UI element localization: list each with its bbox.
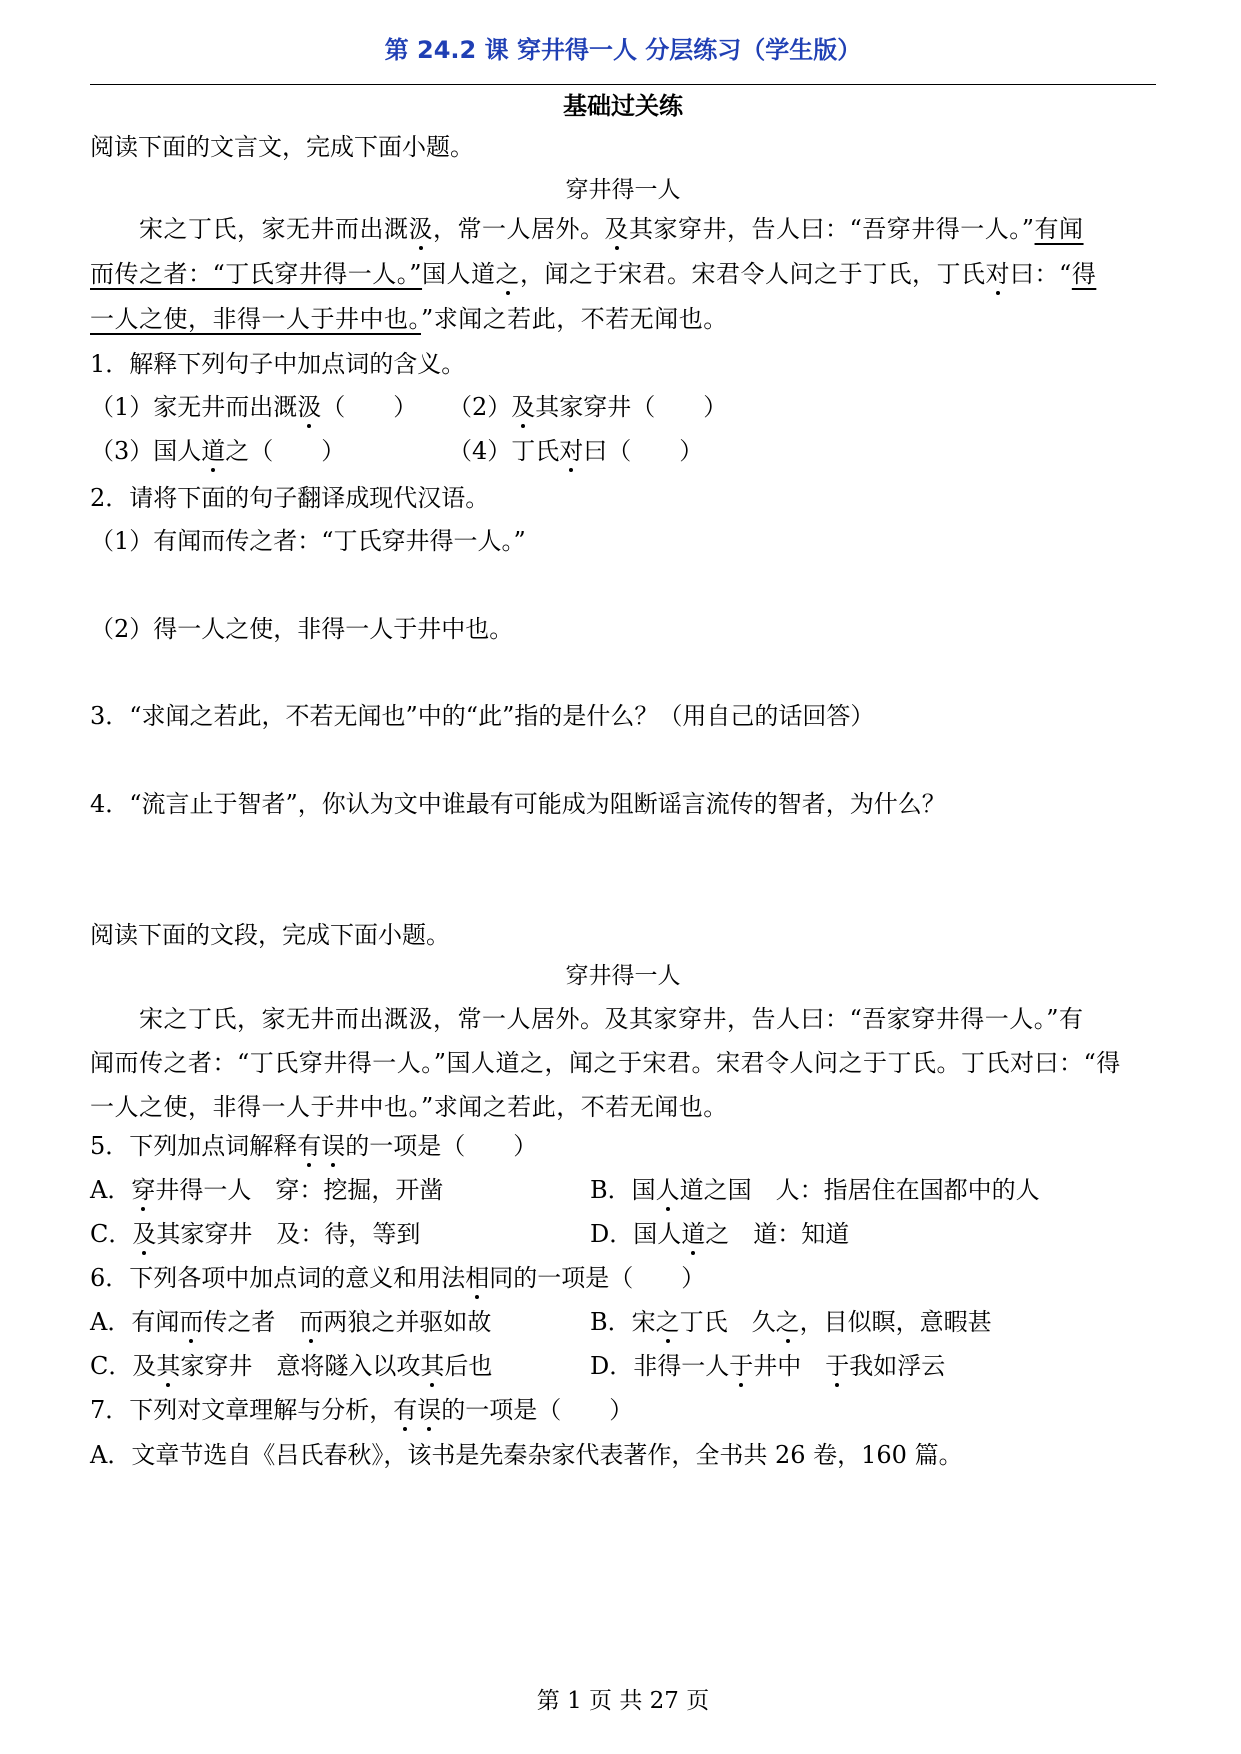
text-run: B．宋 [590, 1308, 656, 1336]
q1-item-3 [90, 436, 345, 467]
text-run: 后也 [444, 1352, 493, 1380]
dotted-word: 及 [132, 1220, 157, 1248]
q6-option-a [90, 1307, 491, 1338]
q7-option-a: A．文章节选自《吕氏春秋》，该书是先秦杂家代表著作，全书共 26 卷，160 篇。 [90, 1441, 963, 1469]
dotted-word: 穿 [131, 1176, 156, 1204]
text-run: 传之者 [203, 1308, 300, 1336]
text-run: 的一项是（ ） [513, 1264, 706, 1292]
text-run: 两狼之并驱如故 [323, 1308, 492, 1336]
answer-blank: 其家穿井（ ） [535, 393, 728, 421]
dotted-word: 其 [156, 1352, 181, 1380]
part2-passage-line-2: 闻而传之者：“丁氏穿井得一人。”国人道之，闻之于宋君。宋君令人问之于丁氏。丁氏对曰：“得 [90, 1049, 1121, 1077]
dotted-word: 对 [985, 260, 1011, 288]
text-run: 家穿井 意将隧入以攻 [180, 1352, 421, 1380]
question-6 [90, 1263, 705, 1294]
text-run: ”求闻之若此，不若无闻也。 [421, 305, 728, 333]
text-run: 同 [489, 1264, 514, 1292]
q1-item-2 [448, 392, 727, 423]
question-3: 3．“求闻之若此，不若无闻也”中的“此”指的是什么？（用自己的话回答） [90, 702, 875, 730]
dotted-word: 人 [655, 1176, 680, 1204]
dotted-word: 对 [559, 437, 584, 465]
text-run: （3）国人 [90, 437, 202, 465]
text-run: 的一项是（ ） [345, 1132, 538, 1160]
text-run: B．国 [590, 1176, 656, 1204]
text-run: 井中 [753, 1352, 826, 1380]
part2-passage-line-3: 一人之使，非得一人于井中也。”求闻之若此，不若无闻也。 [90, 1093, 728, 1121]
q5-option-d [590, 1219, 849, 1250]
text-run: 5．下列加点词解释 [90, 1132, 298, 1160]
text-run: （4）丁氏 [448, 437, 560, 465]
q1-item-4 [448, 436, 703, 467]
text-run: ，常一人居外。 [433, 215, 605, 243]
q2-item-2: （2）得一人之使，非得一人于井中也。 [90, 615, 514, 643]
q6-option-d [590, 1351, 945, 1382]
answer-blank: （ ） [321, 393, 418, 421]
dotted-word: 于 [729, 1352, 754, 1380]
dotted-word: 之 [655, 1308, 680, 1336]
dotted-word: 及 [511, 393, 536, 421]
question-5 [90, 1131, 537, 1162]
part2-intro: 阅读下面的文段，完成下面小题。 [90, 921, 450, 949]
text-run: 之 道：知道 [705, 1220, 850, 1248]
text-run: 丁氏 久 [679, 1308, 776, 1336]
dotted-word: 之 [495, 260, 521, 288]
dotted-word: 误 [321, 1132, 346, 1160]
page-header-title: 第 24.2 课 穿井得一人 分层练习（学生版） [384, 36, 862, 64]
header-divider [90, 84, 1156, 85]
section-title: 基础过关练 [563, 91, 683, 120]
q5-option-b [590, 1175, 1040, 1206]
text-run: 国人道 [422, 260, 496, 288]
underlined-text: 一人之使，非得一人于井中也。 [90, 305, 421, 333]
part1-passage-line-2 [90, 259, 1096, 290]
q1-item-1 [90, 392, 417, 423]
dotted-word: 于 [825, 1352, 850, 1380]
text-run: 井得一人 穿：挖掘，开凿 [155, 1176, 444, 1204]
text-run: （2） [448, 393, 512, 421]
q6-option-b [590, 1307, 992, 1338]
dotted-word: 之 [775, 1308, 800, 1336]
dotted-word: 及 [604, 215, 629, 243]
dotted-word: 有 [297, 1132, 322, 1160]
text-run: D．国人 [590, 1220, 682, 1248]
dotted-word: 相 [465, 1264, 490, 1292]
text-run: 6．下列各项中加点词的意义和用法 [90, 1264, 466, 1292]
text-run: 7．下列对文章理解与分析， [90, 1396, 394, 1424]
dotted-word: 汲 [408, 215, 433, 243]
text-run: ，闻之于宋君。宋君令人问之于丁氏，丁氏 [520, 260, 986, 288]
text-run: 我如浮云 [849, 1352, 946, 1380]
q2-item-1: （1）有闻而传之者：“丁氏穿井得一人。” [90, 527, 526, 555]
question-1: 1．解释下列句子中加点词的含义。 [90, 350, 466, 378]
text-run: （1）家无井而出溉 [90, 393, 298, 421]
dotted-word: 误 [417, 1396, 442, 1424]
text-run: 的一项是（ ） [441, 1396, 634, 1424]
text-run: 其家穿井，告人曰：“吾穿井得一人。” [629, 215, 1035, 243]
answer-blank: 之（ ） [225, 437, 346, 465]
dotted-word: 有 [393, 1396, 418, 1424]
part1-passage-line-1 [90, 214, 1084, 245]
answer-blank: 曰（ ） [583, 437, 704, 465]
question-2: 2．请将下面的句子翻译成现代汉语。 [90, 484, 490, 512]
part1-passage-line-3 [90, 304, 728, 335]
dotted-word: 而 [299, 1308, 324, 1336]
q6-option-c [90, 1351, 492, 1382]
part1-intro: 阅读下面的文言文，完成下面小题。 [90, 133, 474, 161]
dotted-word: 而 [179, 1308, 204, 1336]
q5-option-a [90, 1175, 443, 1206]
text-run: D．非得一人 [590, 1352, 730, 1380]
text-run: 道之国 人：指居住在国都中的人 [679, 1176, 1040, 1204]
text-run: A．有闻 [90, 1308, 180, 1336]
page-footer: 第 1 页 共 27 页 [536, 1688, 710, 1714]
dotted-word: 其 [420, 1352, 445, 1380]
dotted-word: 道 [201, 437, 226, 465]
text-run: C． [90, 1220, 133, 1248]
text-run: C．及 [90, 1352, 157, 1380]
part1-passage-title: 穿井得一人 [565, 177, 681, 203]
underlined-text: 有闻 [1034, 215, 1084, 243]
dotted-word: 道 [681, 1220, 706, 1248]
text-run: 宋之丁氏，家无井而出溉 [90, 215, 409, 243]
dotted-word: 汲 [297, 393, 322, 421]
part2-passage-line-1: 宋之丁氏，家无井而出溉汲，常一人居外。及其家穿井，告人曰：“吾家穿井得一人。”有 [90, 1005, 1084, 1033]
underlined-text: 得 [1071, 260, 1097, 288]
underlined-text: 而传之者：“丁氏穿井得一人。” [90, 260, 423, 288]
text-run: ，目似瞑，意暇甚 [799, 1308, 992, 1336]
text-run: A． [90, 1176, 132, 1204]
text-run: 曰：“ [1010, 260, 1072, 288]
question-4: 4．“流言止于智者”，你认为文中谁最有可能成为阻断谣言流传的智者，为什么？ [90, 790, 946, 818]
text-run: 其家穿井 及：待，等到 [156, 1220, 421, 1248]
q5-option-c [90, 1219, 420, 1250]
part2-passage-title: 穿井得一人 [565, 963, 681, 989]
question-7 [90, 1395, 633, 1426]
